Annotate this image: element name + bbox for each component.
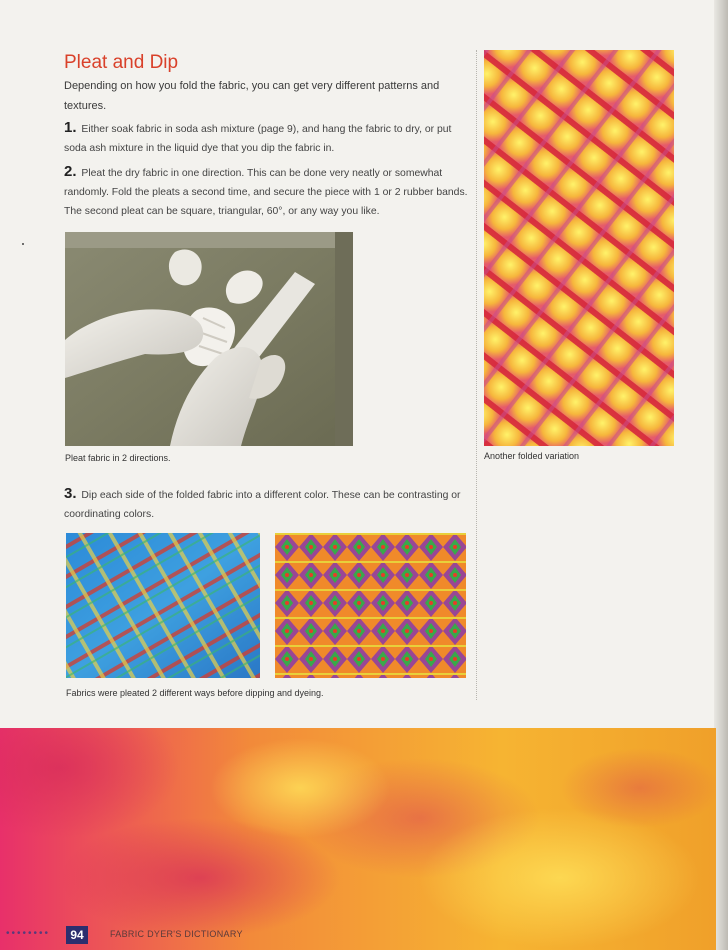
- bottom-fabric-banner: [0, 728, 716, 950]
- step-3: [64, 484, 470, 524]
- footer-dots: ••••••••: [6, 928, 51, 939]
- variation-caption: Another folded variation: [484, 451, 580, 461]
- step-2-text: Pleat the dry fabric in one direction. This can be done very neatly or somewhat randomly. Fold the pleats a second time, and secure the piece with 1 or 2 rubber bands. The second pleat can be square, triangular, 60°, or any way you like.: [64, 168, 468, 217]
- intro-paragraph: Depending on how you fold the fabric, you can get very different patterns and textures.: [64, 80, 440, 112]
- pleat-photo-caption: Pleat fabric in 2 directions.: [65, 453, 171, 463]
- step-1: [64, 118, 468, 158]
- page-number-badge: 94: [66, 926, 88, 944]
- fabrics-caption: Fabrics were pleated 2 different ways before dipping and dyeing.: [66, 688, 324, 698]
- step-2: [64, 162, 468, 221]
- step-2-number: 2.: [64, 163, 77, 180]
- page-edge-shadow: [714, 0, 728, 950]
- section-title: Pleat and Dip: [64, 52, 179, 73]
- scan-speck: [22, 243, 24, 245]
- blue-plaid-fabric: [66, 533, 260, 678]
- running-head: FABRIC DYER'S DICTIONARY: [110, 929, 243, 939]
- column-divider: [476, 50, 477, 700]
- pleating-photo: [65, 232, 353, 446]
- step-1-number: 1.: [64, 119, 77, 136]
- folded-variation-fabric: [484, 50, 674, 446]
- step-3-text: Dip each side of the folded fabric into a different color. These can be contrasting or coordinating colors.: [64, 490, 461, 520]
- step-1-text: Either soak fabric in soda ash mixture (page 9), and hang the fabric to dry, or put soda ash mixture in the liquid dye that you dip the fabric in.: [64, 124, 452, 154]
- step-3-number: 3.: [64, 485, 77, 502]
- kaleidoscope-fabric: [275, 533, 466, 678]
